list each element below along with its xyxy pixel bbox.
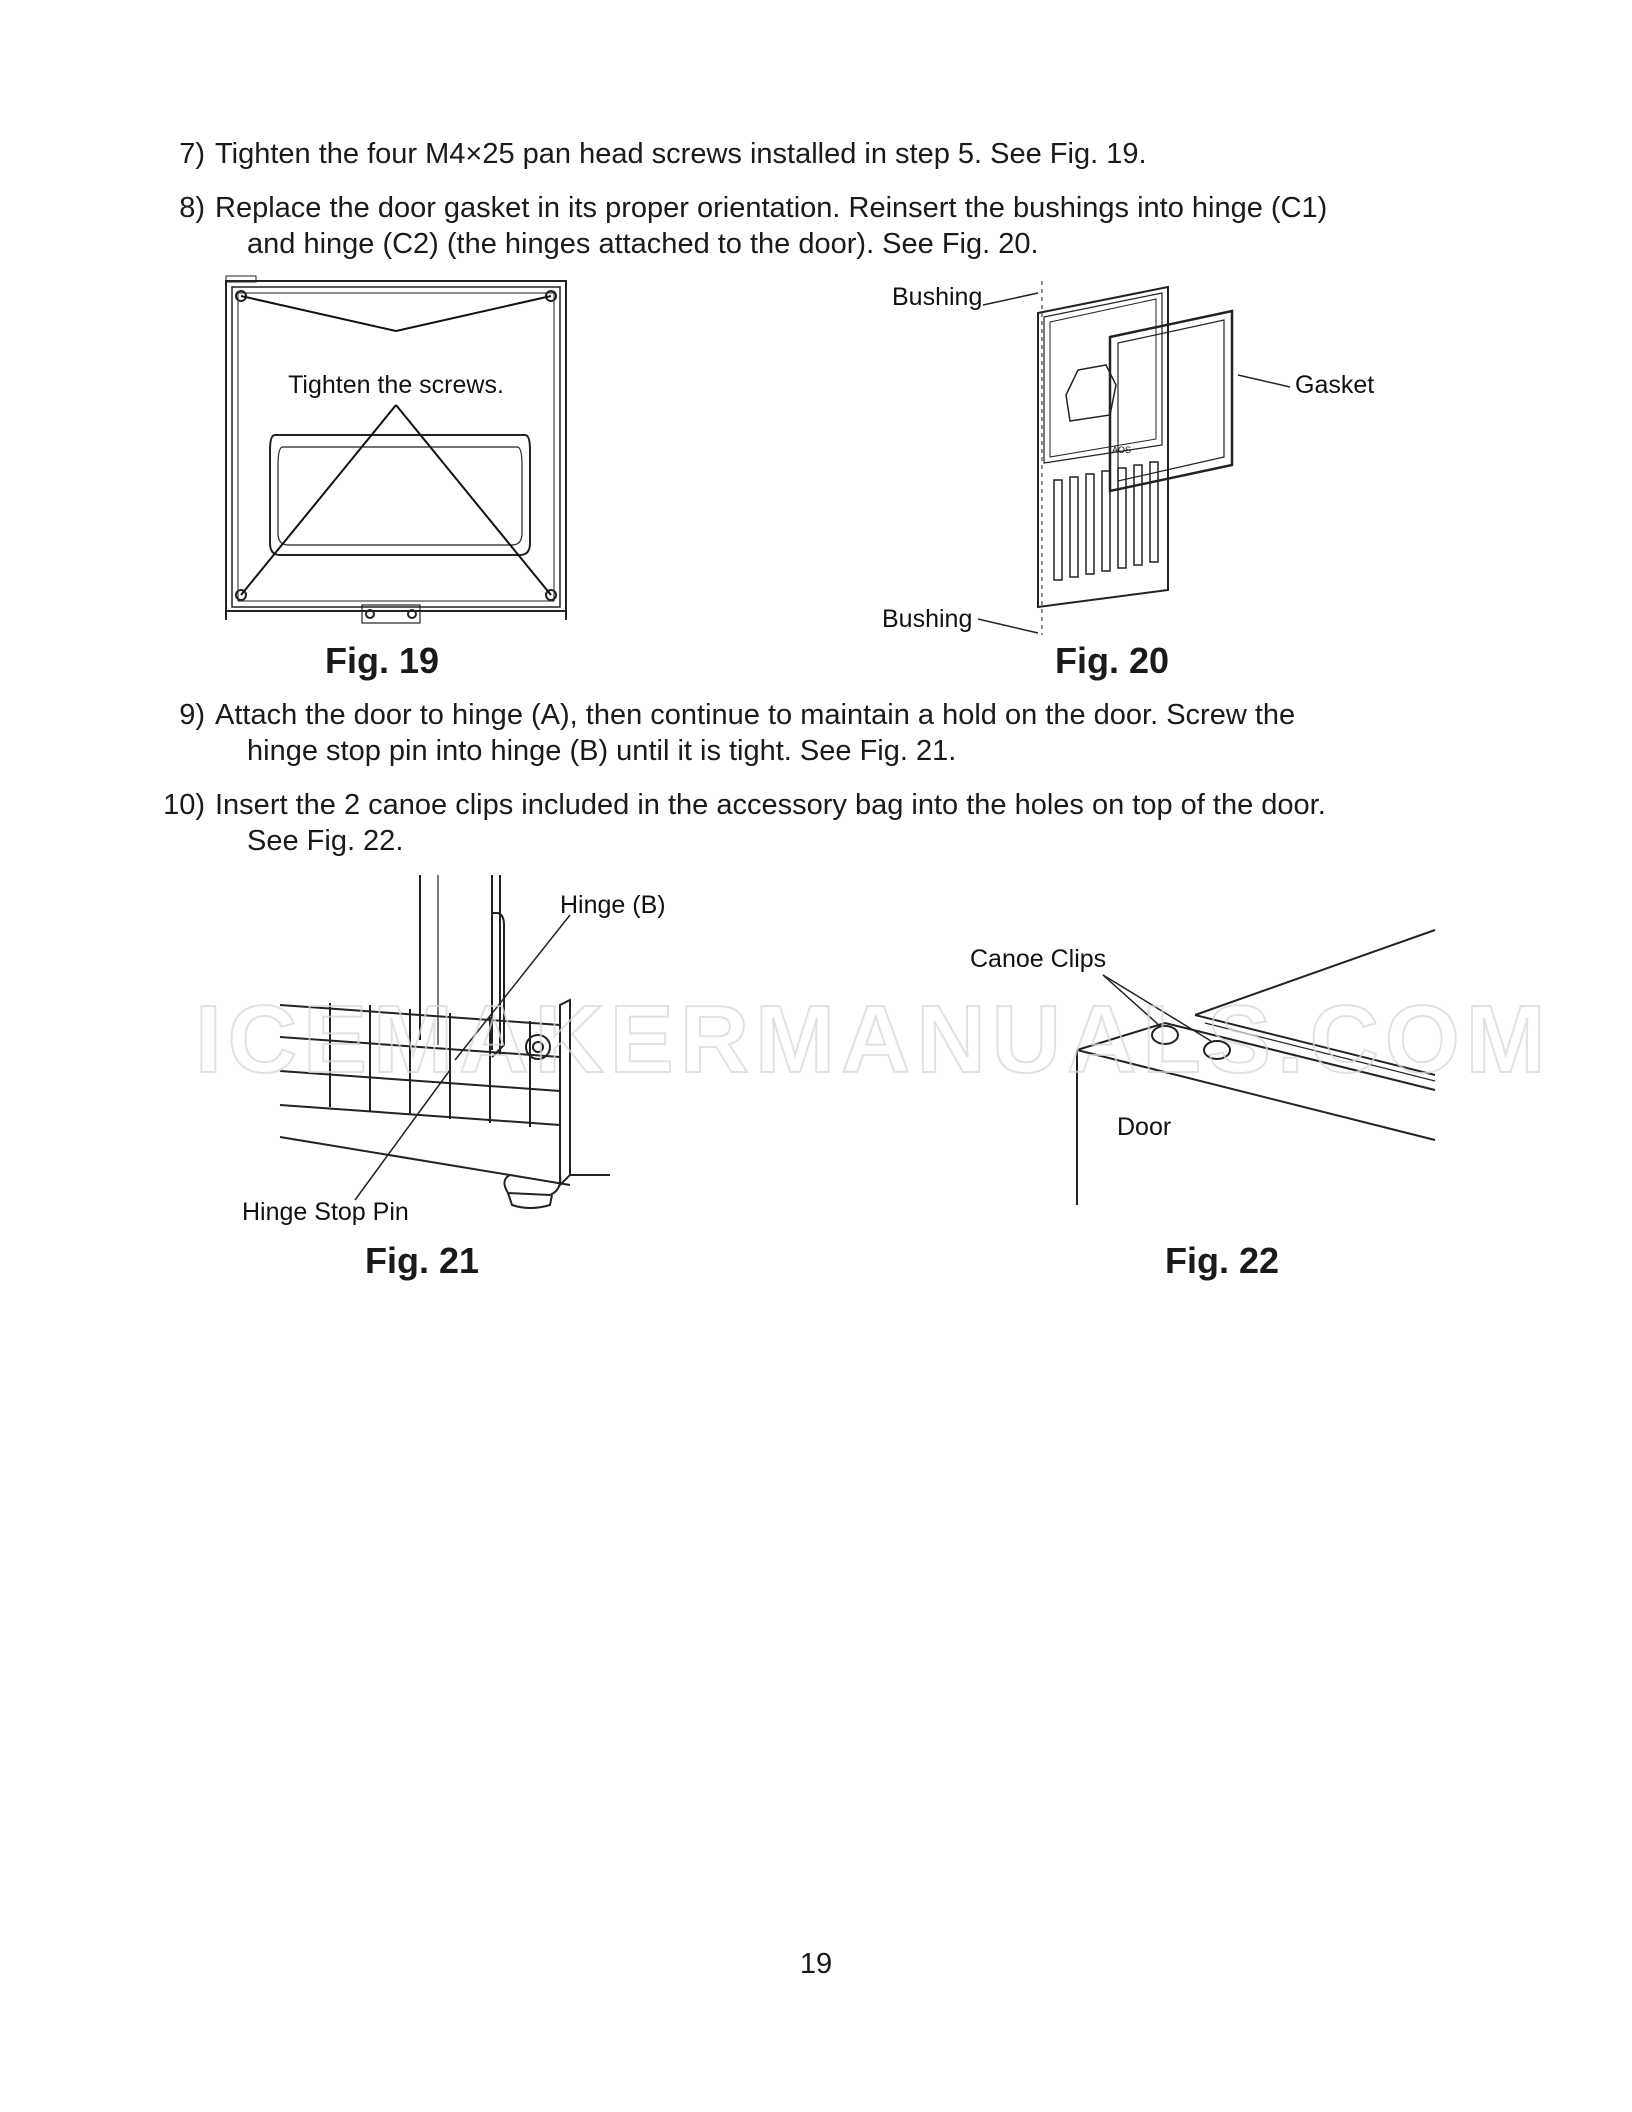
hinge-stop-pin-label: Hinge Stop Pin (242, 1198, 409, 1226)
callout-label: Tighten the screws. (288, 371, 504, 399)
step-text-line: Tighten the four M4×25 pan head screws installed in step 5. See Fig. 19. (215, 138, 1147, 170)
door-gasket-illustration (870, 275, 1390, 645)
bushing-bottom-label: Bushing (882, 605, 973, 633)
step-text-line: See Fig. 22. (247, 825, 404, 857)
bushing-top-label: Bushing (892, 283, 983, 311)
figure-21 (230, 875, 690, 1230)
step-text-line: Insert the 2 canoe clips included in the accessory bag into the holes on top of the door. (215, 789, 1326, 821)
figure-20 (870, 275, 1390, 645)
gasket-label: Gasket (1295, 371, 1375, 399)
step-number: 7) (179, 138, 205, 170)
step-8 (179, 190, 1328, 262)
canoe-clips-label: Canoe Clips (970, 945, 1107, 973)
figure-caption: Fig. 20 (1055, 640, 1170, 681)
step-7 (179, 136, 1147, 172)
figure-caption: Fig. 22 (1165, 1240, 1280, 1281)
hinge-b-label: Hinge (B) (560, 891, 666, 919)
step-text-line: and hinge (C2) (the hinges attached to the door). See Fig. 20. (247, 228, 1039, 260)
hinge-stop-pin-illustration (230, 875, 690, 1230)
step-10 (163, 787, 1326, 859)
canoe-clips-illustration (965, 915, 1435, 1215)
step-number: 9) (179, 699, 205, 731)
door-badge: AOS (1112, 445, 1132, 455)
door-inner-illustration (220, 275, 580, 625)
watermark: ICEMAKERMANUALS.COM (195, 986, 1552, 1093)
step-number: 10) (163, 789, 205, 821)
step-9 (179, 697, 1296, 769)
figure-caption: Fig. 19 (325, 640, 440, 681)
page-number: 19 (799, 1948, 833, 1980)
figure-19 (220, 275, 580, 625)
step-number: 8) (179, 192, 205, 224)
step-text-line: Attach the door to hinge (A), then continue to maintain a hold on the door. Screw the (215, 699, 1296, 731)
step-text-line: hinge stop pin into hinge (B) until it is tight. See Fig. 21. (247, 735, 957, 767)
step-text-line: Replace the door gasket in its proper orientation. Reinsert the bushings into hinge (C1) (215, 192, 1328, 224)
figure-22 (965, 915, 1435, 1215)
door-label: Door (1117, 1113, 1172, 1141)
figure-caption: Fig. 21 (365, 1240, 480, 1281)
